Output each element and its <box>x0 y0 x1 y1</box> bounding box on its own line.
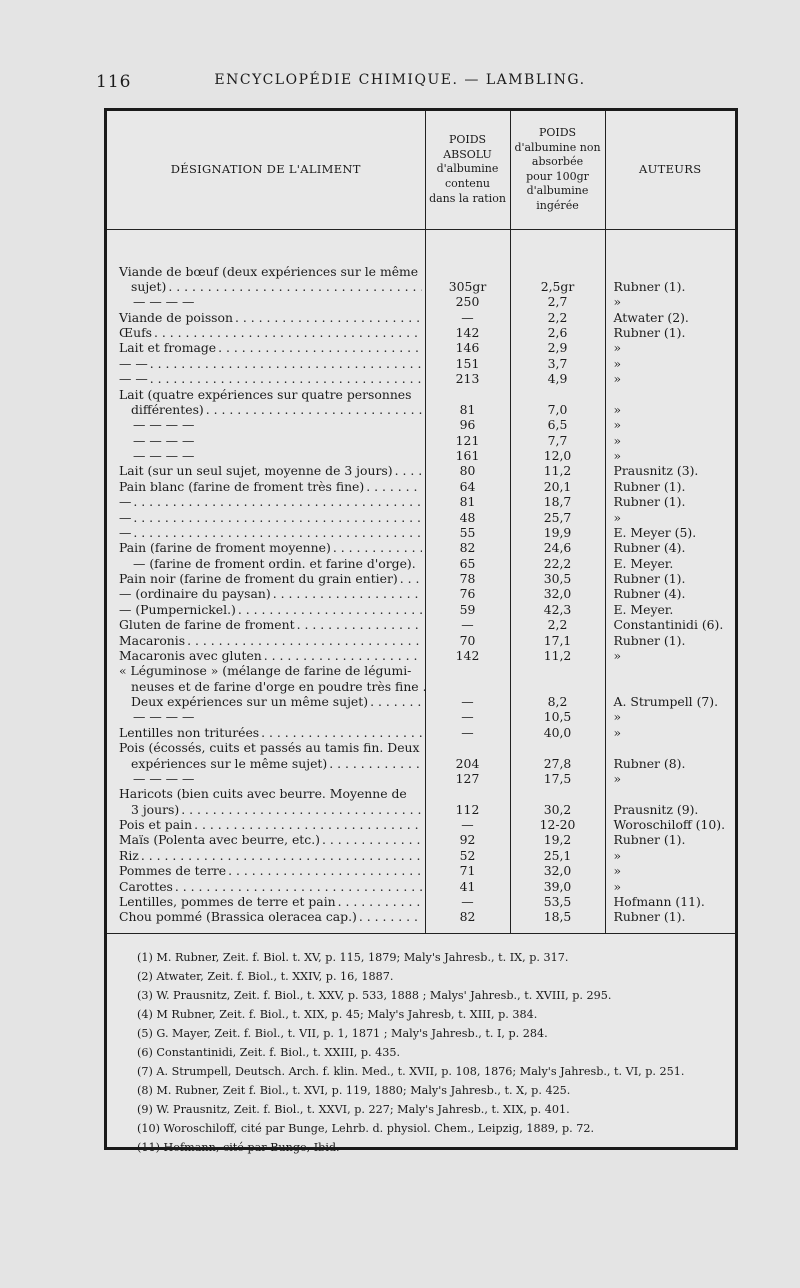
food-designation-text: — — <box>119 371 148 387</box>
unabsorbed-albumin-value: 39,0 <box>510 879 605 894</box>
leader-dots <box>154 325 421 340</box>
albumin-table <box>107 111 735 933</box>
leader-dots <box>150 371 422 386</box>
food-designation-text: Lait (sur un seul sujet, moyenne de 3 jours) <box>119 463 393 479</box>
table-row <box>107 310 735 325</box>
food-designation-text: expériences sur le même sujet) <box>131 755 328 771</box>
table-body <box>107 229 735 933</box>
food-designation <box>107 417 425 432</box>
absolute-albumin-value: 121 <box>425 433 510 448</box>
header-line: d'albumine non <box>514 140 601 154</box>
food-designation-text: Lait (quatre expériences sur quatre personnes <box>119 386 412 402</box>
leader-dots <box>322 832 422 847</box>
table-row <box>107 894 735 909</box>
absolute-albumin-value: 82 <box>425 909 510 924</box>
footnote: (4) M Rubner, Zeit. f. Biol., t. XIX, p. 45; Maly's Jahresb, t. XIII, p. 384. <box>137 1007 538 1021</box>
header-line: contenu <box>445 177 490 190</box>
food-designation <box>107 740 425 771</box>
food-designation <box>107 909 425 924</box>
author-reference: Atwater (2). <box>605 310 735 325</box>
food-designation-text: — — — — <box>133 294 195 310</box>
food-designation-text: « Léguminose » (mélange de farine de légumi- <box>119 663 412 679</box>
author-reference: » <box>605 340 735 355</box>
leader-dots <box>235 310 422 325</box>
table-row <box>107 879 735 894</box>
leader-dots <box>187 633 421 648</box>
page-header <box>0 72 800 100</box>
absolute-albumin-value: 112 <box>425 786 510 817</box>
leader-dots <box>333 540 422 555</box>
footnote: (2) Atwater, Zeit. f. Biol., t. XXIV, p. 16, 1887. <box>137 969 394 983</box>
header-line: d'albumine <box>526 184 589 198</box>
absolute-albumin-value: 59 <box>425 602 510 617</box>
column-header-unabsorbed-weight <box>510 111 605 229</box>
author-reference: Rubner (1). <box>605 494 735 509</box>
food-designation-text: Lait et fromage <box>119 340 217 356</box>
column-header-designation: DÉSIGNATION DE L'ALIMENT <box>107 111 425 229</box>
table-row <box>107 786 735 817</box>
leader-dots <box>238 602 422 617</box>
food-designation <box>107 617 425 632</box>
footnote: (5) G. Mayer, Zeit. f. Biol., t. VII, p. 1, 1871 ; Maly's Jahresb., t. I, p. 284. <box>137 1026 548 1040</box>
leader-dots <box>133 510 421 525</box>
author-reference: E. Meyer (5). <box>605 525 735 540</box>
column-header-unabsorbed-weight-text <box>514 126 600 212</box>
food-designation <box>107 479 425 494</box>
unabsorbed-albumin-value: 24,6 <box>510 540 605 555</box>
absolute-albumin-value: 250 <box>425 294 510 309</box>
food-designation-text: Maïs (Polenta avec beurre, etc.) <box>119 832 320 848</box>
table-row <box>107 417 735 432</box>
unabsorbed-albumin-value: 11,2 <box>510 648 605 663</box>
table-row <box>107 556 735 571</box>
header-line: absorbée <box>531 155 584 169</box>
author-reference: » <box>605 433 735 448</box>
leader-dots <box>228 863 421 878</box>
unabsorbed-albumin-value: 32,0 <box>510 586 605 601</box>
author-reference: » <box>605 387 735 418</box>
food-designation <box>107 340 425 355</box>
food-designation-text: — — — — <box>133 709 195 725</box>
food-designation-text: Lentilles, pommes de terre et pain <box>119 893 336 909</box>
leader-dots <box>175 879 422 894</box>
author-reference: » <box>605 448 735 463</box>
author-reference: Rubner (1). <box>605 832 735 847</box>
leader-dots <box>338 894 422 909</box>
unabsorbed-albumin-value: 2,9 <box>510 340 605 355</box>
absolute-albumin-value: 65 <box>425 556 510 571</box>
unabsorbed-albumin-value: 27,8 <box>510 740 605 771</box>
table-row <box>107 909 735 924</box>
unabsorbed-albumin-value: 4,9 <box>510 371 605 386</box>
food-designation-text: Gluten de farine de froment <box>119 617 295 633</box>
food-designation-text: — — — — <box>133 448 195 463</box>
food-designation <box>107 371 425 386</box>
author-reference: Woroschiloff (10). <box>605 817 735 832</box>
food-designation <box>107 387 425 418</box>
food-designation-text: Pois (écossés, cuits et passés au tamis fin. Deux <box>119 740 420 756</box>
unabsorbed-albumin-value: 30,5 <box>510 571 605 586</box>
absolute-albumin-value: — <box>425 310 510 325</box>
food-designation-text: Viande de poisson <box>119 309 233 325</box>
food-designation <box>107 433 425 448</box>
table-row <box>107 494 735 509</box>
author-reference: Constantinidi (6). <box>605 617 735 632</box>
food-designation-text: — <box>119 524 132 540</box>
food-designation-text: Pommes de terre <box>119 863 227 879</box>
header-line: POIDS <box>538 126 577 140</box>
food-designation <box>107 586 425 601</box>
unabsorbed-albumin-value: 7,0 <box>510 387 605 418</box>
author-reference: Rubner (1). <box>605 325 735 340</box>
author-reference: Rubner (1). <box>605 264 735 295</box>
author-reference: A. Strumpell (7). <box>605 663 735 709</box>
food-designation <box>107 725 425 740</box>
food-designation-text: sujet) <box>131 278 167 294</box>
leader-dots <box>366 479 421 494</box>
food-designation <box>107 663 425 709</box>
absolute-albumin-value: 64 <box>425 479 510 494</box>
unabsorbed-albumin-value: 2,2 <box>510 310 605 325</box>
unabsorbed-albumin-value: 2,5gr <box>510 264 605 295</box>
food-designation <box>107 817 425 832</box>
absolute-albumin-value: — <box>425 663 510 709</box>
unabsorbed-albumin-value: 53,5 <box>510 894 605 909</box>
unabsorbed-albumin-value: 18,5 <box>510 909 605 924</box>
author-reference: Rubner (8). <box>605 740 735 771</box>
food-designation-text: différentes) <box>131 401 204 417</box>
food-designation <box>107 633 425 648</box>
author-reference: » <box>605 848 735 863</box>
absolute-albumin-value: — <box>425 709 510 724</box>
table-row <box>107 479 735 494</box>
leader-dots <box>206 402 422 417</box>
footnote: (7) A. Strumpell, Deutsch. Arch. f. klin. Med., t. XVII, p. 108, 1876; Maly's Jahresb., t. VI, p. 251. <box>137 1064 685 1078</box>
food-designation <box>107 463 425 478</box>
footnote: (6) Constantinidi, Zeit. f. Biol., t. XXIII, p. 435. <box>137 1045 401 1059</box>
unabsorbed-albumin-value: 25,7 <box>510 510 605 525</box>
table-row <box>107 725 735 740</box>
leader-dots <box>273 586 422 601</box>
absolute-albumin-value: 80 <box>425 463 510 478</box>
food-designation-text: Pois et pain <box>119 817 193 832</box>
unabsorbed-albumin-value: 12-20 <box>510 817 605 832</box>
table-row <box>107 325 735 340</box>
table-row <box>107 448 735 463</box>
absolute-albumin-value: 48 <box>425 510 510 525</box>
author-reference: » <box>605 771 735 786</box>
food-designation-text: Pain noir (farine de froment du grain entier) <box>119 571 398 586</box>
absolute-albumin-value: 70 <box>425 633 510 648</box>
header-line: d'albumine <box>436 162 499 176</box>
author-reference: Rubner (1). <box>605 571 735 586</box>
food-designation-text: Deux expériences sur un même sujet) <box>131 694 369 709</box>
food-designation <box>107 325 425 340</box>
food-designation-text: Viande de bœuf (deux expériences sur le même <box>119 263 419 279</box>
food-designation <box>107 602 425 617</box>
food-designation <box>107 848 425 863</box>
food-designation <box>107 556 425 571</box>
unabsorbed-albumin-value: 30,2 <box>510 786 605 817</box>
food-designation <box>107 264 425 295</box>
author-reference: E. Meyer. <box>605 556 735 571</box>
table-row <box>107 771 735 786</box>
author-reference: Rubner (4). <box>605 540 735 555</box>
table-row <box>107 740 735 771</box>
leader-dots <box>329 756 421 771</box>
author-reference: » <box>605 294 735 309</box>
absolute-albumin-value: 151 <box>425 356 510 371</box>
food-designation-text: — (farine de froment ordin. et farine d'orge). <box>133 555 416 571</box>
food-designation-text: Œufs <box>119 325 153 340</box>
food-designation-text: Pain blanc (farine de froment très fine) <box>119 478 365 494</box>
author-reference: » <box>605 725 735 740</box>
table-row <box>107 832 735 847</box>
food-designation-text: Lentilles non triturées <box>119 724 260 740</box>
leader-dots <box>194 817 421 832</box>
absolute-albumin-value: 76 <box>425 586 510 601</box>
food-designation <box>107 540 425 555</box>
food-designation-text: Haricots (bien cuits avec beurre. Moyenne de <box>119 786 407 802</box>
food-designation-text: Riz <box>119 847 139 863</box>
food-designation <box>107 356 425 371</box>
table-row <box>107 848 735 863</box>
column-header-authors: AUTEURS <box>605 111 735 229</box>
absolute-albumin-value: 71 <box>425 863 510 878</box>
absolute-albumin-value: 204 <box>425 740 510 771</box>
absolute-albumin-value: 161 <box>425 448 510 463</box>
unabsorbed-albumin-value: 3,7 <box>510 356 605 371</box>
food-designation <box>107 310 425 325</box>
unabsorbed-albumin-value: 19,9 <box>510 525 605 540</box>
food-designation <box>107 571 425 586</box>
author-reference: Hofmann (11). <box>605 894 735 909</box>
absolute-albumin-value: 82 <box>425 540 510 555</box>
food-designation <box>107 510 425 525</box>
table-spacer-row <box>107 229 735 264</box>
author-reference: » <box>605 863 735 878</box>
food-designation-text: Pain (farine de froment moyenne) <box>119 540 331 556</box>
food-designation <box>107 786 425 817</box>
food-designation-text: neuses et de farine d'orge en poudre très fine . <box>131 678 427 694</box>
food-designation-text: 3 jours) <box>131 801 180 817</box>
column-header-absolute-weight <box>425 111 510 229</box>
food-designation-text: — — — — <box>133 432 195 448</box>
unabsorbed-albumin-value: 19,2 <box>510 832 605 847</box>
leader-dots <box>264 648 422 663</box>
table-spacer-row <box>107 925 735 933</box>
table-row <box>107 540 735 555</box>
footnote: (9) W. Prausnitz, Zeit. f. Biol., t. XXVI, p. 227; Maly's Jahresb., t. XIX, p. 401. <box>137 1102 570 1116</box>
absolute-albumin-value: 142 <box>425 648 510 663</box>
footnote: (11) Hofmann, cité par Bunge, Ibid. <box>137 1140 340 1154</box>
author-reference: Rubner (1). <box>605 479 735 494</box>
food-designation <box>107 832 425 847</box>
food-designation-text: — (Pumpernickel.) <box>119 601 236 617</box>
food-designation-text: Macaronis avec gluten <box>119 647 262 663</box>
table-row <box>107 633 735 648</box>
unabsorbed-albumin-value: 2,6 <box>510 325 605 340</box>
author-reference: » <box>605 371 735 386</box>
unabsorbed-albumin-value: 2,7 <box>510 294 605 309</box>
absolute-albumin-value: 127 <box>425 771 510 786</box>
food-designation <box>107 709 425 724</box>
footnote: (8) M. Rubner, Zeit f. Biol., t. XVI, p. 119, 1880; Maly's Jahresb., t. X, p. 425. <box>137 1083 571 1097</box>
food-designation <box>107 648 425 663</box>
absolute-albumin-value: 81 <box>425 387 510 418</box>
absolute-albumin-value: 41 <box>425 879 510 894</box>
unabsorbed-albumin-value: 25,1 <box>510 848 605 863</box>
footnotes <box>107 933 735 1157</box>
author-reference: » <box>605 417 735 432</box>
absolute-albumin-value: 92 <box>425 832 510 847</box>
author-reference: » <box>605 648 735 663</box>
food-designation <box>107 879 425 894</box>
table-row <box>107 525 735 540</box>
absolute-albumin-value: 146 <box>425 340 510 355</box>
leader-dots <box>370 694 421 709</box>
absolute-albumin-value: 52 <box>425 848 510 863</box>
absolute-albumin-value: 55 <box>425 525 510 540</box>
table-row <box>107 433 735 448</box>
absolute-albumin-value: — <box>425 894 510 909</box>
food-designation <box>107 494 425 509</box>
leader-dots <box>133 494 421 509</box>
leader-dots <box>400 571 422 586</box>
food-designation <box>107 448 425 463</box>
table-row <box>107 463 735 478</box>
unabsorbed-albumin-value: 20,1 <box>510 479 605 494</box>
food-designation-text: — <box>119 509 132 525</box>
unabsorbed-albumin-value: 22,2 <box>510 556 605 571</box>
table-row <box>107 817 735 832</box>
food-designation-text: — <box>119 494 132 510</box>
table-row <box>107 863 735 878</box>
header-line: dans la ration <box>429 191 506 205</box>
author-reference: » <box>605 709 735 724</box>
food-designation-text: — (ordinaire du paysan) <box>119 586 271 602</box>
running-title: ENCYCLOPÉDIE CHIMIQUE. — LAMBLING. <box>214 72 586 88</box>
absolute-albumin-value: — <box>425 817 510 832</box>
absolute-albumin-value: — <box>425 725 510 740</box>
absolute-albumin-value: 81 <box>425 494 510 509</box>
unabsorbed-albumin-value: 2,2 <box>510 617 605 632</box>
unabsorbed-albumin-value: 7,7 <box>510 433 605 448</box>
table-row <box>107 356 735 371</box>
table-row <box>107 340 735 355</box>
author-reference: E. Meyer. <box>605 602 735 617</box>
table-row <box>107 294 735 309</box>
footnote: (10) Woroschiloff, cité par Bunge, Lehrb. d. physiol. Chem., Leipzig, 1889, p. 72. <box>137 1121 595 1135</box>
column-header-absolute-weight-text <box>429 133 506 204</box>
page-number: 116 <box>96 72 132 92</box>
leader-dots <box>297 617 422 632</box>
leader-dots <box>261 725 421 740</box>
author-reference: Prausnitz (3). <box>605 463 735 478</box>
table-row <box>107 709 735 724</box>
table-row <box>107 264 735 295</box>
table-header-row <box>107 111 735 229</box>
unabsorbed-albumin-value: 18,7 <box>510 494 605 509</box>
unabsorbed-albumin-value: 32,0 <box>510 863 605 878</box>
unabsorbed-albumin-value: 8,2 <box>510 663 605 709</box>
leader-dots <box>395 463 422 478</box>
food-designation-text: — — <box>119 355 148 371</box>
author-reference: » <box>605 510 735 525</box>
table-row <box>107 663 735 709</box>
author-reference: » <box>605 879 735 894</box>
table-row <box>107 602 735 617</box>
food-designation <box>107 771 425 786</box>
unabsorbed-albumin-value: 10,5 <box>510 709 605 724</box>
unabsorbed-albumin-value: 12,0 <box>510 448 605 463</box>
absolute-albumin-value: 305gr <box>425 264 510 295</box>
leader-dots <box>359 909 422 924</box>
table-frame <box>104 108 738 1154</box>
leader-dots <box>150 356 422 371</box>
food-designation-text: Carottes <box>119 878 173 894</box>
table-row <box>107 510 735 525</box>
footnote: (3) W. Prausnitz, Zeit. f. Biol., t. XXV, p. 533, 1888 ; Malys' Jahresb., t. XVIII, p. 295. <box>137 988 612 1002</box>
author-reference: Prausnitz (9). <box>605 786 735 817</box>
unabsorbed-albumin-value: 17,1 <box>510 633 605 648</box>
unabsorbed-albumin-value: 6,5 <box>510 417 605 432</box>
food-designation <box>107 294 425 309</box>
food-designation <box>107 863 425 878</box>
table-row <box>107 371 735 386</box>
unabsorbed-albumin-value: 17,5 <box>510 771 605 786</box>
absolute-albumin-value: — <box>425 617 510 632</box>
leader-dots <box>168 279 421 294</box>
food-designation <box>107 525 425 540</box>
table-row <box>107 648 735 663</box>
unabsorbed-albumin-value: 42,3 <box>510 602 605 617</box>
leader-dots <box>181 802 421 817</box>
food-designation-text: Chou pommé (Brassica oleracea cap.) <box>119 909 357 925</box>
author-reference: » <box>605 356 735 371</box>
author-reference: Rubner (4). <box>605 586 735 601</box>
food-designation-text: — — — — <box>133 417 195 433</box>
leader-dots <box>133 525 421 540</box>
table-row <box>107 571 735 586</box>
header-line: pour 100gr <box>526 169 589 183</box>
author-reference: Rubner (1). <box>605 633 735 648</box>
absolute-albumin-value: 96 <box>425 417 510 432</box>
absolute-albumin-value: 213 <box>425 371 510 386</box>
table-row <box>107 617 735 632</box>
table-row <box>107 387 735 418</box>
leader-dots <box>218 340 421 355</box>
absolute-albumin-value: 78 <box>425 571 510 586</box>
footnote: (1) M. Rubner, Zeit. f. Biol. t. XV, p. 115, 1879; Maly's Jahresb., t. IX, p. 317. <box>137 950 569 964</box>
header-line: ingérée <box>536 198 579 212</box>
table-row <box>107 586 735 601</box>
food-designation-text: — — — — <box>133 770 195 786</box>
header-line: POIDS ABSOLU <box>443 133 492 161</box>
leader-dots <box>141 848 422 863</box>
unabsorbed-albumin-value: 40,0 <box>510 725 605 740</box>
unabsorbed-albumin-value: 11,2 <box>510 463 605 478</box>
absolute-albumin-value: 142 <box>425 325 510 340</box>
food-designation <box>107 894 425 909</box>
food-designation-text: Macaronis <box>119 632 186 648</box>
author-reference: Rubner (1). <box>605 909 735 924</box>
